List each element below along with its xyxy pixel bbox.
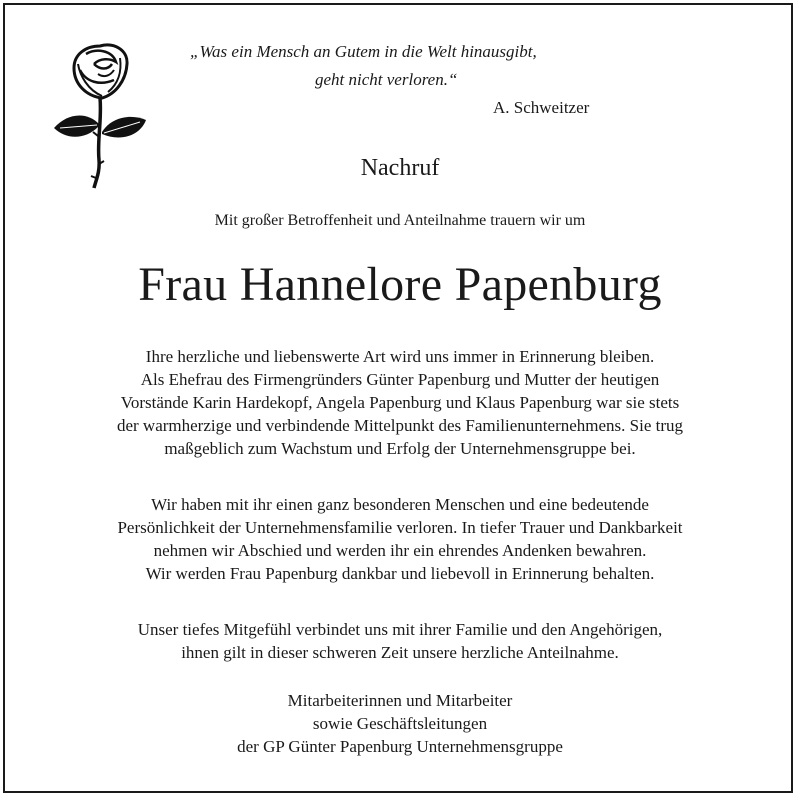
text-line: Persönlichkeit der Unternehmensfamilie verloren. In tiefer Trauer und Dankbarkeit [117, 518, 683, 537]
quote-author: A. Schweitzer [493, 98, 590, 117]
notice-heading: Nachruf [360, 155, 440, 181]
paragraph-3 [40, 618, 760, 664]
text-line: Unser tiefes Mitgefühl verbindet uns mit ihrer Familie und den Angehörigen, [137, 620, 663, 639]
text-line: maßgeblich zum Wachstum und Erfolg der Unternehmensgruppe bei. [164, 439, 636, 458]
signature-block [40, 689, 760, 758]
text-line: der warmherzige und verbindende Mittelpunkt des Familienunternehmens. Sie trug [116, 416, 684, 435]
quote-line-1: „Was ein Mensch an Gutem in die Welt hinausgibt, [190, 42, 537, 61]
deceased-name: Frau Hannelore Papenburg [138, 258, 662, 311]
text-line: Ihre herzliche und liebenswerte Art wird uns immer in Erinnerung bleiben. [145, 347, 655, 366]
intro-line: Mit großer Betroffenheit und Anteilnahme trauern wir um [214, 212, 586, 229]
paragraph-1 [40, 345, 760, 460]
text-line: ihnen gilt in dieser schweren Zeit unsere herzliche Anteilnahme. [181, 643, 619, 662]
text-line: Vorstände Karin Hardekopf, Angela Papenburg und Klaus Papenburg war sie stets [120, 393, 680, 412]
text-line: nehmen wir Abschied und werden ihr ein ehrendes Andenken bewahren. [153, 541, 647, 560]
paragraph-2 [40, 493, 760, 585]
signature-line: sowie Geschäftsleitungen [312, 714, 488, 733]
signature-line: der GP Günter Papenburg Unternehmensgruppe [237, 737, 563, 756]
signature-line: Mitarbeiterinnen und Mitarbeiter [287, 691, 513, 710]
quote-line-2: geht nicht verloren.“ [315, 70, 458, 89]
text-line: Als Ehefrau des Firmengründers Günter Papenburg und Mutter der heutigen [140, 370, 660, 389]
text-line: Wir haben mit ihr einen ganz besonderen Menschen und eine bedeutende [151, 495, 649, 514]
text-line: Wir werden Frau Papenburg dankbar und liebevoll in Erinnerung behalten. [145, 564, 655, 583]
